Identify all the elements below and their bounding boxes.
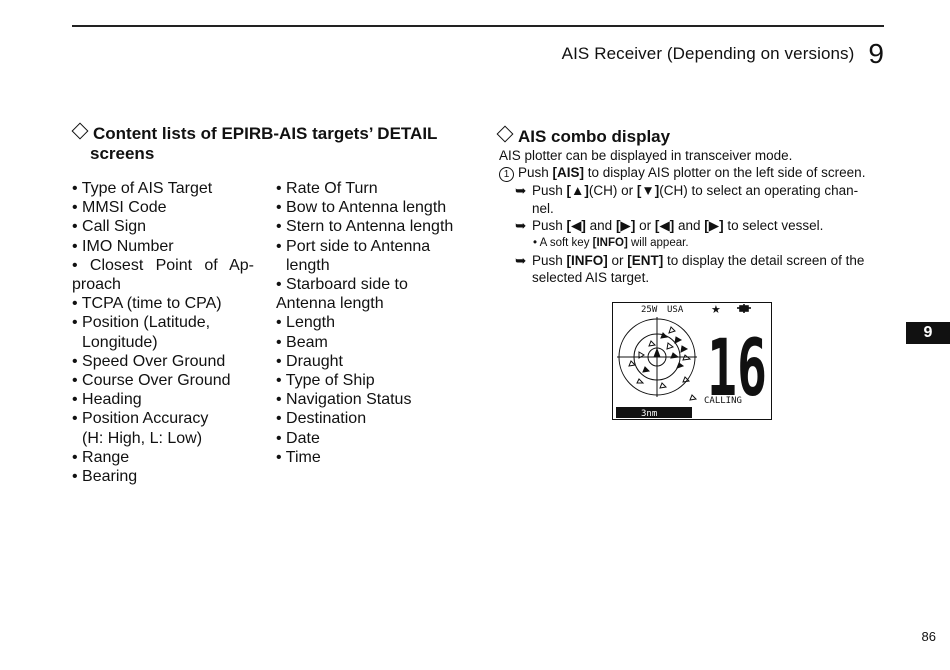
intro-text: AIS plotter can be displayed in transceiver mode.	[499, 148, 793, 163]
lcd-status: CALLING	[704, 396, 742, 406]
key-up: [▲]	[566, 183, 589, 199]
header-title: AIS Receiver (Depending on versions)	[561, 44, 855, 63]
list-item: • Length	[276, 314, 335, 332]
star-icon: ★	[711, 303, 721, 316]
list-item: • Time	[276, 448, 321, 466]
arrow-bullet-icon: ➥	[515, 218, 527, 234]
heading-text: AIS combo display	[518, 127, 671, 146]
list-item: • Type of AIS Target	[72, 180, 213, 197]
ais-combo-instructions	[499, 147, 885, 287]
key-down: [▼]	[636, 183, 660, 199]
list-item: • Destination	[276, 410, 367, 428]
list-item: • Range	[72, 448, 130, 466]
arrow-bullet-icon: ➥	[515, 183, 527, 199]
detail-list-column-b	[276, 179, 466, 467]
lcd-screen-illustration	[612, 302, 772, 420]
lcd-region: USA	[667, 305, 684, 315]
list-item: • Position Accuracy	[72, 410, 209, 428]
list-item-text: length	[286, 256, 330, 274]
detail-list-column-a	[72, 179, 254, 486]
step-1: 1 Push [AIS] to display AIS plotter on the left side of screen.	[499, 164, 885, 182]
list-item: • Stern to Antenna length	[276, 218, 454, 236]
list-item: • Date	[276, 429, 320, 447]
step-number-circle: 1	[499, 167, 514, 182]
arrow-bullet-icon: ➥	[515, 253, 527, 269]
lcd-power: 25W	[641, 305, 658, 315]
list-item: • Navigation Status	[276, 391, 412, 409]
list-item: • MMSI Code	[72, 199, 167, 217]
key-ais: [AIS]	[552, 165, 585, 181]
list-item-text: Longitude)	[82, 333, 158, 351]
sub-step-detail: ➥ Push [INFO] or [ENT] to display the detail screen of the selected AIS target.	[515, 253, 865, 286]
header-rule	[72, 25, 884, 27]
list-item: • Rate Of Turn	[276, 180, 378, 197]
page-header	[562, 38, 884, 70]
heading-line-1: Content lists of EPIRB-AIS targets’ DETAIL	[93, 124, 438, 143]
key-info: [INFO]	[592, 236, 628, 249]
list-item: • Beam	[276, 333, 328, 351]
list-item: • Starboard side to	[276, 276, 408, 294]
heading-line-2: screens	[90, 144, 155, 163]
list-item-continuation	[72, 429, 254, 448]
list-item: • Course Over Ground	[72, 372, 231, 390]
list-item: • Position (Latitude,	[72, 314, 211, 332]
key-left: [◀]	[654, 218, 675, 234]
sub-step-channel: ➥ Push [▲](CH) or [▼](CH) to select an operating chan- nel.	[515, 183, 859, 216]
list-item: • Bearing	[72, 468, 138, 486]
list-item-text: (H: High, L: Low)	[82, 429, 203, 447]
diamond-bullet-icon	[72, 123, 89, 140]
list-item: • Speed Over Ground	[72, 352, 226, 370]
list-item: • Draught	[276, 352, 343, 370]
page-number: 86	[921, 629, 936, 644]
section-heading-content-lists	[74, 124, 464, 164]
list-item: • Heading	[72, 391, 142, 409]
key-left: [◀]	[566, 218, 586, 234]
diamond-bullet-icon	[497, 126, 514, 143]
list-item: • IMO Number	[72, 237, 174, 255]
list-item: • Closest Point of Ap-	[72, 256, 254, 274]
list-item: • Port side to Antenna	[276, 237, 431, 255]
list-item: • Call Sign	[72, 218, 147, 236]
list-item: • Bow to Antenna length	[276, 199, 447, 217]
sub-step-vessel: ➥ Push [◀] and [▶] or [◀] and [▶] to select vessel.	[515, 218, 824, 234]
list-item: Antenna length	[276, 295, 384, 313]
lcd-graphic	[613, 303, 771, 419]
list-item-continuation	[72, 333, 254, 352]
key-ent: [ENT]	[627, 253, 664, 269]
lcd-range: 3nm	[641, 409, 658, 419]
key-right: [▶]	[615, 218, 636, 234]
key-info: [INFO]	[566, 253, 608, 269]
soft-key-note: • A soft key [INFO] will appear.	[533, 236, 689, 249]
chapter-side-tab: 9	[906, 322, 950, 344]
list-item: proach	[72, 276, 121, 294]
battery-icon	[737, 304, 751, 313]
list-item-continuation	[276, 256, 466, 275]
list-item: • TCPA (time to CPA)	[72, 295, 222, 313]
chapter-number: 9	[868, 38, 884, 69]
lcd-channel: 16	[707, 324, 767, 414]
list-item: • Type of Ship	[276, 372, 375, 390]
section-heading-ais-combo	[499, 127, 670, 147]
key-right: [▶]	[704, 218, 724, 234]
